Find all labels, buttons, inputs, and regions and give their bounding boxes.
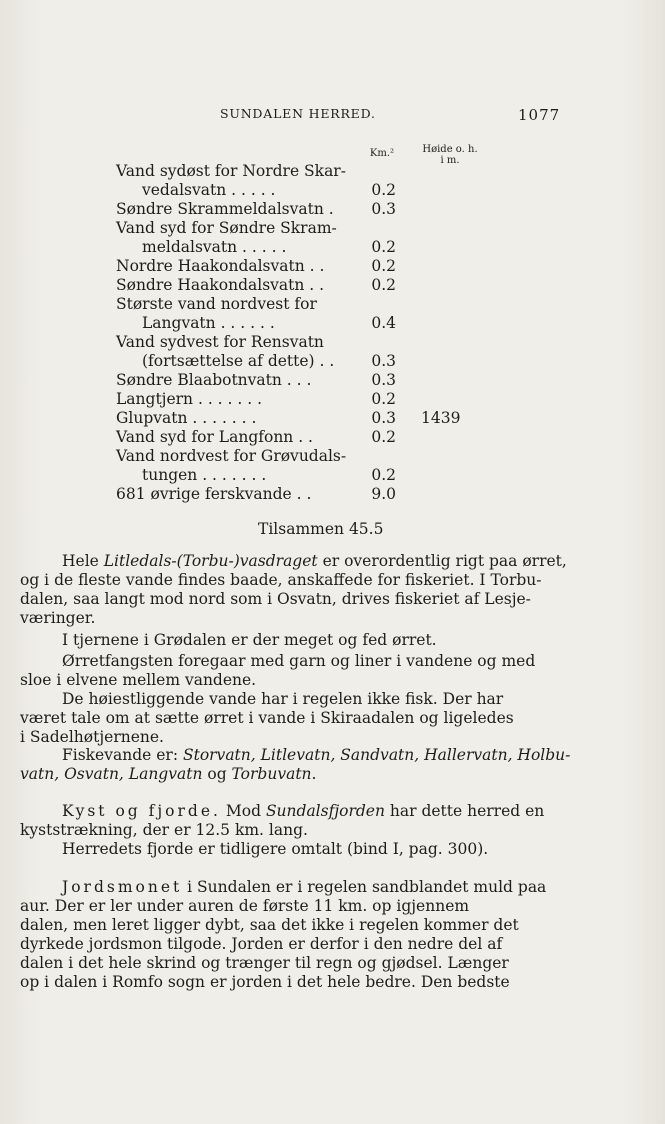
text-line: og i de fleste vande findes baade, anskaffede for fiskeriet. I Torbu- bbox=[20, 571, 542, 589]
table-row bbox=[116, 181, 536, 200]
table-row bbox=[116, 276, 536, 295]
text-line: været tale om at sætte ørret i vande i Skiraadalen og ligeledes bbox=[20, 709, 514, 727]
lake-name-cont: meldalsvatn . . . . . bbox=[142, 238, 287, 256]
text-line: Hele Litledals-(Torbu-)vasdraget er overordentlig rigt paa ørret, bbox=[62, 552, 567, 570]
table-row bbox=[116, 200, 536, 219]
lake-area: 0.3 bbox=[371, 352, 396, 370]
paragraph-fiskevande bbox=[20, 746, 571, 784]
text-line: kyststrækning, der er 12.5 km. lang. bbox=[20, 821, 308, 839]
text-line: sloe i elvene mellem vandene. bbox=[20, 671, 257, 689]
text-line: Fiskevande er: Storvatn, Litlevatn, Sandvatn, Hallervatn, Holbu- bbox=[62, 746, 571, 764]
lake-name: Vand sydvest for Rensvatn bbox=[116, 333, 324, 351]
lake-name: Største vand nordvest for bbox=[116, 295, 317, 313]
text-line: Kyst og fjorde. Mod Sundalsfjorden har dette herred en bbox=[62, 802, 545, 820]
table-row bbox=[116, 333, 536, 352]
column-header-height: Høide o. h. i m. bbox=[422, 144, 478, 166]
text-line: Herredets fjorde er tidligere omtalt (bind I, pag. 300). bbox=[62, 840, 489, 858]
total-value: 45.5 bbox=[348, 520, 384, 538]
lake-height: 1439 bbox=[421, 409, 461, 427]
text-line: De høiestliggende vande har i regelen ikke fisk. Der har bbox=[62, 690, 504, 708]
table-row bbox=[116, 371, 536, 390]
lake-area: 0.3 bbox=[371, 371, 396, 389]
table-row bbox=[116, 409, 536, 428]
lake-area: 0.2 bbox=[371, 276, 396, 294]
text-line: Ørretfangsten foregaar med garn og liner i vandene og med bbox=[62, 652, 536, 670]
lake-area: 0.3 bbox=[371, 409, 396, 427]
text-line: dalen, saa langt mod nord som i Osvatn, drives fiskeriet af Lesje- bbox=[20, 590, 531, 608]
lake-area: 0.2 bbox=[371, 257, 396, 275]
lake-name: Vand syd for Søndre Skram- bbox=[116, 219, 337, 237]
text-line: dalen i det hele skrind og trænger til regn og gjødsel. Længer bbox=[20, 954, 509, 972]
text-line: i Sadelhøtjernene. bbox=[20, 728, 164, 746]
lake-area: 0.2 bbox=[371, 390, 396, 408]
table-row bbox=[116, 352, 536, 371]
text-line: Jordsmonet i Sundalen er i regelen sandblandet muld paa bbox=[62, 878, 547, 896]
lake-name-cont: Langvatn . . . . . . bbox=[142, 314, 275, 332]
lake-area: 0.2 bbox=[371, 466, 396, 484]
paragraph-fangst bbox=[20, 652, 538, 690]
running-head: SUNDALEN HERRED. bbox=[220, 106, 376, 121]
table-row bbox=[116, 428, 536, 447]
lake-name: Søndre Blaabotnvatn . . . bbox=[116, 371, 312, 389]
lake-area: 9.0 bbox=[371, 485, 396, 503]
lake-area: 0.2 bbox=[371, 181, 396, 199]
lake-area: 0.2 bbox=[371, 238, 396, 256]
total-line bbox=[258, 520, 383, 538]
lake-area: 0.4 bbox=[371, 314, 396, 332]
total-label: Tilsammen bbox=[258, 520, 344, 538]
page-number: 1077 bbox=[518, 106, 561, 124]
text-line: aur. Der er ler under auren de første 11 km. op igjennem bbox=[20, 897, 470, 915]
table-row bbox=[116, 485, 536, 504]
table-row bbox=[116, 219, 536, 238]
table-row bbox=[116, 295, 536, 314]
lake-name: 681 øvrige ferskvande . . bbox=[116, 485, 312, 503]
text-line: I tjernene i Grødalen er der meget og fed ørret. bbox=[62, 631, 437, 649]
lake-name-cont: vedalsvatn . . . . . bbox=[142, 181, 276, 199]
lake-name: Langtjern . . . . . . . bbox=[116, 390, 263, 408]
table-row bbox=[116, 390, 536, 409]
table-row bbox=[116, 238, 536, 257]
lake-name-cont: tungen . . . . . . . bbox=[142, 466, 267, 484]
lake-name-cont: (fortsættelse af dette) . . bbox=[142, 352, 335, 370]
lake-name: Glupvatn . . . . . . . bbox=[116, 409, 257, 427]
lake-table bbox=[116, 162, 536, 504]
lake-area: 0.2 bbox=[371, 428, 396, 446]
lake-name: Søndre Haakondalsvatn . . bbox=[116, 276, 325, 294]
lake-name: Vand syd for Langfonn . . bbox=[116, 428, 313, 446]
table-row bbox=[116, 466, 536, 485]
paragraph-kyst bbox=[20, 802, 545, 859]
text-line: væringer. bbox=[20, 609, 96, 627]
paragraph-hoiest bbox=[20, 690, 538, 747]
lake-name: Nordre Haakondalsvatn . . bbox=[116, 257, 325, 275]
text-line: dalen, men leret ligger dybt, saa det ikke i regelen kommer det bbox=[20, 916, 519, 934]
table-row bbox=[116, 314, 536, 333]
table-row bbox=[116, 447, 536, 466]
lake-area: 0.3 bbox=[371, 200, 396, 218]
paragraph-litledals bbox=[20, 552, 567, 628]
lake-name: Vand nordvest for Grøvudals- bbox=[116, 447, 347, 465]
text-line: op i dalen i Romfo sogn er jorden i det hele bedre. Den bedste bbox=[20, 973, 510, 991]
paragraph-jordsmon bbox=[20, 878, 547, 992]
column-header-km: Km.² bbox=[369, 148, 395, 159]
table-row bbox=[116, 162, 536, 181]
table-row bbox=[116, 257, 536, 276]
paragraph-grodalen bbox=[20, 631, 538, 650]
lake-name: Vand sydøst for Nordre Skar- bbox=[116, 162, 346, 180]
text-line: vatn, Osvatn, Langvatn og Torbuvatn. bbox=[20, 765, 317, 783]
text-line: dyrkede jordsmon tilgode. Jorden er derfor i den nedre del af bbox=[20, 935, 503, 953]
lake-name: Søndre Skrammeldalsvatn . bbox=[116, 200, 334, 218]
